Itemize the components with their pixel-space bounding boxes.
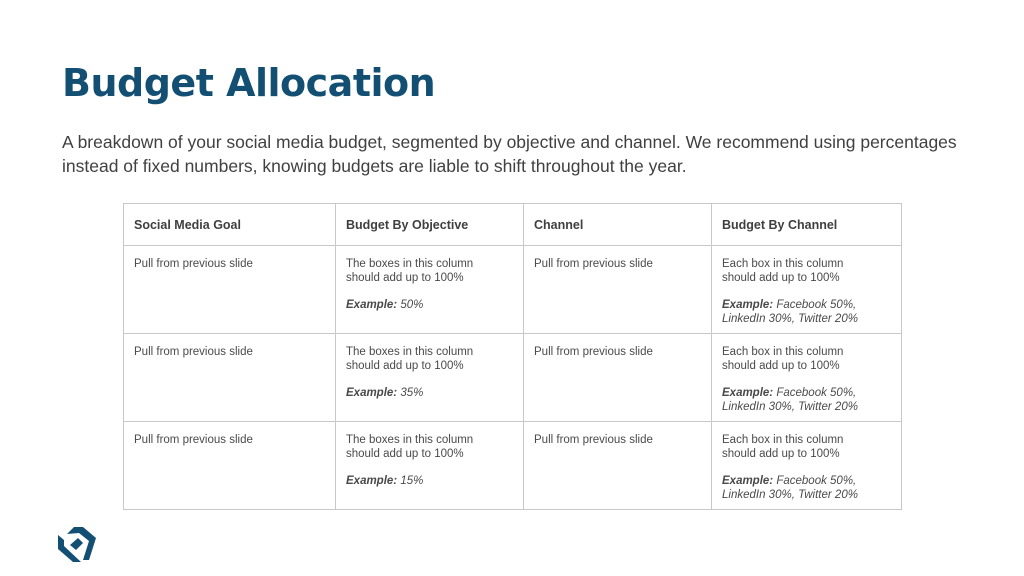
header-budget-by-channel: Budget By Channel	[712, 204, 902, 246]
goal-cell	[124, 334, 336, 422]
example-value: Facebook 50%,	[773, 387, 857, 399]
goal-text: Pull from previous slide	[134, 346, 253, 358]
table-row	[124, 422, 902, 510]
channel-cell	[524, 334, 712, 422]
objective-text-line: should add up to 100%	[346, 448, 464, 460]
objective-example	[346, 386, 513, 400]
channel-budget-text-line: should add up to 100%	[722, 360, 840, 372]
example-value: LinkedIn 30%, Twitter 20%	[722, 489, 858, 501]
channel-budget-text-line: should add up to 100%	[722, 448, 840, 460]
goal-cell	[124, 246, 336, 334]
objective-cell	[336, 422, 524, 510]
example-value: Facebook 50%,	[773, 299, 857, 311]
goal-text: Pull from previous slide	[134, 258, 253, 270]
channel-cell	[524, 246, 712, 334]
example-value: 15%	[397, 475, 424, 487]
objective-text-line: should add up to 100%	[346, 272, 464, 284]
objective-example	[346, 298, 513, 312]
example-label: Example:	[722, 475, 774, 487]
channel-budget-cell	[712, 334, 902, 422]
channel-cell	[524, 422, 712, 510]
table-header-row	[124, 204, 902, 246]
header-channel: Channel	[524, 204, 712, 246]
channel-budget-text-line: Each box in this column	[722, 346, 844, 358]
channel-example	[722, 298, 891, 326]
table-row	[124, 246, 902, 334]
example-value: LinkedIn 30%, Twitter 20%	[722, 313, 858, 325]
channel-text: Pull from previous slide	[534, 258, 653, 270]
channel-budget-cell	[712, 422, 902, 510]
page-subtitle: A breakdown of your social media budget, segmented by objective and channel. We recommend using percentages instead of fixed numbers, knowing budgets are liable to shift throughout the year.	[62, 132, 957, 176]
objective-cell	[336, 246, 524, 334]
table-row	[124, 334, 902, 422]
objective-text-line: The boxes in this column	[346, 434, 474, 446]
example-label: Example:	[346, 387, 398, 399]
page-title: Budget Allocation	[62, 61, 436, 105]
example-label: Example:	[722, 299, 774, 311]
objective-text-line: The boxes in this column	[346, 346, 474, 358]
example-label: Example:	[346, 475, 398, 487]
example-value: Facebook 50%,	[773, 475, 857, 487]
header-budget-by-objective: Budget By Objective	[336, 204, 524, 246]
example-label: Example:	[346, 299, 398, 311]
channel-text: Pull from previous slide	[534, 434, 653, 446]
brand-logo-icon	[54, 524, 100, 564]
objective-cell	[336, 334, 524, 422]
channel-text: Pull from previous slide	[534, 346, 653, 358]
goal-text: Pull from previous slide	[134, 434, 253, 446]
example-value: 50%	[397, 299, 424, 311]
header-social-media-goal: Social Media Goal	[124, 204, 336, 246]
channel-budget-text-line: Each box in this column	[722, 434, 844, 446]
channel-budget-text-line: should add up to 100%	[722, 272, 840, 284]
example-label: Example:	[722, 387, 774, 399]
channel-example	[722, 386, 891, 414]
objective-text-line: The boxes in this column	[346, 258, 474, 270]
example-value: 35%	[397, 387, 424, 399]
objective-text-line: should add up to 100%	[346, 360, 464, 372]
channel-budget-cell	[712, 246, 902, 334]
budget-table	[123, 203, 902, 510]
channel-example	[722, 474, 891, 502]
goal-cell	[124, 422, 336, 510]
objective-example	[346, 474, 513, 488]
example-value: LinkedIn 30%, Twitter 20%	[722, 401, 858, 413]
channel-budget-text-line: Each box in this column	[722, 258, 844, 270]
